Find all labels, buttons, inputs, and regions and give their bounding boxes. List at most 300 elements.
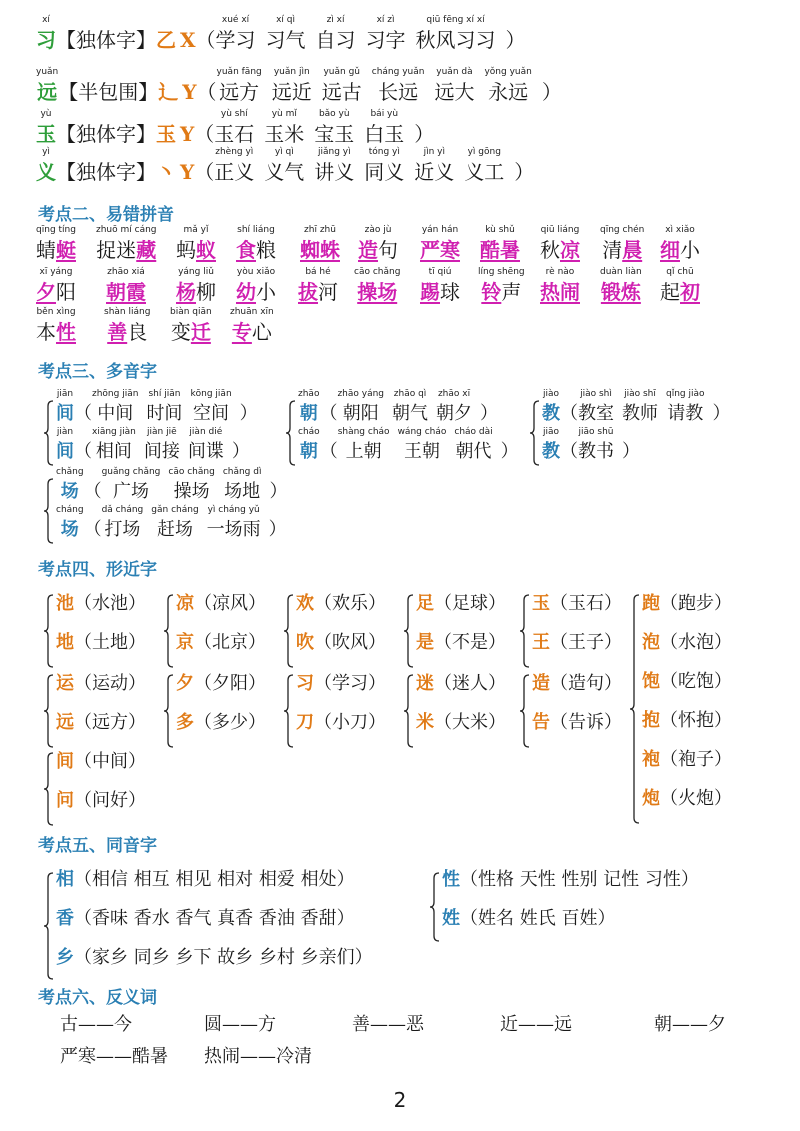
polyphone-line: [542, 390, 731, 426]
similar-char-word: （中间）: [74, 751, 146, 772]
similar-char-word: （足球）: [434, 593, 506, 614]
hanzi-text: 玉米: [264, 122, 305, 146]
pinyin-label: zhuān xīn: [230, 307, 274, 317]
antonym-pair: 近——远: [500, 1014, 572, 1035]
antonym-pair: 朝——夕: [654, 1014, 726, 1035]
pinyin-label: xí: [42, 15, 50, 25]
pinyin-label: cháng: [56, 505, 84, 515]
pinyin-word: [36, 226, 76, 262]
close-paren: ）: [480, 403, 499, 424]
char-part-b: 句: [378, 238, 398, 262]
pinyin-label: zhèng yì: [215, 147, 254, 157]
hanzi-text: 间: [56, 441, 74, 462]
similar-char: 多: [176, 712, 194, 733]
open-paren: （: [196, 80, 217, 104]
hanzi-text: 教师: [622, 403, 658, 424]
char-part-b: 声: [501, 280, 522, 304]
hanzi-text: 学习: [215, 28, 256, 52]
pinyin-label: shàn liáng: [104, 307, 151, 317]
structure-label-text: 【独体字】: [56, 28, 156, 52]
similar-char-line: [56, 631, 146, 655]
example-word: [314, 148, 354, 184]
hanzi-text: 朝气: [392, 403, 429, 424]
similar-char-line: [642, 631, 732, 655]
pinyin-label: tī qiú: [428, 267, 452, 277]
example-word: [436, 390, 472, 426]
char-part-a: 起: [660, 280, 680, 304]
close-paren: ）: [414, 122, 435, 146]
similar-char-word: （袍子）: [660, 749, 732, 770]
pinyin-word: [660, 268, 700, 304]
word-text: [236, 280, 276, 304]
bushou-letter-text: Y: [182, 80, 197, 104]
similar-char-line: [176, 631, 266, 655]
radical-text: 玉: [156, 122, 176, 146]
similar-char-word: （学习）: [314, 673, 386, 694]
similar-char-word: （水池）: [74, 593, 146, 614]
hanzi-text: 场地: [224, 481, 261, 502]
similar-char-line: [416, 592, 506, 616]
homophone-char: 乡: [56, 947, 74, 968]
example-word: [398, 428, 447, 464]
homophone-line: [442, 907, 615, 931]
pinyin-word: [104, 308, 150, 344]
similar-char-word: （多少）: [194, 712, 266, 733]
hanzi-text: 义气: [264, 160, 305, 184]
close-paren: ）: [268, 519, 287, 540]
hanzi-text: 远大: [434, 80, 475, 104]
pinyin-word: [478, 268, 525, 304]
hanzi-text: 间接: [143, 441, 180, 462]
brace-bracket: [404, 594, 414, 668]
hanzi-text: 玉: [36, 122, 56, 146]
pinyin-label: shí jiān: [148, 389, 181, 399]
homophone-line: [442, 868, 699, 892]
section6-heading: 考点六、反义词: [38, 988, 157, 1008]
pinyin-label: yì gōng: [467, 147, 501, 157]
pinyin-label: xì xiǎo: [665, 225, 695, 235]
pinyin-label: yì cháng yǔ: [207, 505, 260, 515]
similar-char-word: （小刀）: [314, 712, 386, 733]
open-paren: （: [83, 481, 102, 502]
similar-char: 跑: [642, 593, 660, 614]
word-text: [96, 238, 157, 262]
similar-char-word: （怀抱）: [660, 710, 732, 731]
pinyin-word: [540, 226, 580, 262]
antonym-pair: 圆——方: [204, 1014, 276, 1035]
char-part-a: 朝霞: [106, 280, 146, 304]
hanzi-text: 场: [60, 519, 79, 540]
example-word: [454, 428, 492, 464]
similar-char: 问: [56, 790, 74, 811]
hanzi-text: 间: [56, 403, 74, 424]
similar-char-line: [642, 709, 732, 733]
pinyin-word: [600, 226, 644, 262]
pinyin-label: duàn liàn: [600, 267, 642, 277]
similar-char: 凉: [176, 593, 194, 614]
brace-bracket: [520, 594, 530, 668]
pinyin-label: zhāo: [298, 389, 320, 399]
example-word: [622, 390, 658, 426]
radical: [156, 16, 176, 52]
pinyin-label: jiǎng yì: [317, 147, 351, 157]
homophone-words: （家乡 同乡 乡下 故乡 乡村 乡亲们）: [74, 947, 373, 968]
example-word: [434, 68, 474, 104]
brace-bracket: [286, 400, 296, 466]
pinyin-label: zì xí: [326, 15, 345, 25]
similar-char-line: [532, 672, 622, 696]
similar-char-line: [176, 672, 266, 696]
structure-label: [56, 16, 156, 52]
example-word: [146, 390, 182, 426]
antonym-pair: 严寒——酷暑: [60, 1046, 168, 1067]
char-part-b: 心: [251, 320, 272, 344]
word-text: [104, 320, 150, 344]
pinyin-label: rè nào: [545, 267, 575, 277]
pinyin-label: yì: [42, 147, 50, 157]
word-text: [660, 280, 700, 304]
pinyin-label: bái yù: [370, 109, 399, 119]
example-word: [578, 390, 614, 426]
pinyin-label: qīng tíng: [36, 225, 76, 235]
char-row: [36, 16, 526, 52]
hanzi-text: 远: [37, 80, 58, 104]
word-text: [480, 238, 520, 262]
similar-char: 足: [416, 593, 434, 614]
hanzi-text: 打场: [104, 519, 141, 540]
example-word: [188, 428, 224, 464]
pinyin-label: bá hé: [305, 267, 331, 277]
word-text: [478, 280, 525, 304]
char-part-b: 粮: [256, 238, 276, 262]
example-word: [214, 110, 254, 146]
hanzi-text: 正义: [214, 160, 255, 184]
example-word: [214, 148, 254, 184]
char-part-b: 阳: [56, 280, 76, 304]
hanzi-text: 中间: [97, 403, 134, 424]
bushou-letter: [180, 110, 194, 146]
char-part-a: 食: [236, 238, 256, 262]
char-part-a: 秋: [540, 238, 560, 262]
example-word: [484, 68, 531, 104]
pinyin-label: qǐng jiào: [666, 389, 705, 399]
homophone-words: （香味 香水 香气 真香 香油 香甜）: [74, 908, 355, 929]
char-part-b: 柳: [196, 280, 216, 304]
brace-bracket: [430, 872, 440, 942]
polyphone-char: [542, 428, 560, 464]
similar-char-line: [296, 631, 386, 655]
pinyin-label: kōng jiān: [190, 389, 232, 399]
char-part-a: 踢: [420, 280, 440, 304]
example-word: [168, 468, 214, 504]
close-paren: ）: [505, 28, 526, 52]
hanzi-text: 广场: [112, 481, 149, 502]
example-word: [102, 506, 144, 542]
brace-bracket: [44, 400, 54, 466]
main-char: [36, 68, 58, 104]
pinyin-label: cháo dài: [454, 427, 493, 437]
similar-char-word: （火炮）: [660, 788, 732, 809]
pinyin-label: yán hán: [421, 225, 459, 235]
similar-char: 夕: [176, 673, 194, 694]
pinyin-word: [96, 226, 157, 262]
hanzi-text: 相间: [95, 441, 132, 462]
similar-char-line: [642, 592, 732, 616]
char-part-b: 晨: [622, 238, 643, 262]
word-text: [176, 280, 216, 304]
pinyin-word: [354, 268, 400, 304]
section3-heading: 考点三、多音字: [38, 362, 157, 382]
polyphone-char: [56, 468, 84, 504]
pinyin-word: [36, 268, 76, 304]
similar-char-word: （北京）: [194, 632, 266, 653]
antonym-pair: 古——今: [60, 1014, 132, 1035]
char-part-a: 幼: [236, 280, 256, 304]
example-word: [92, 428, 136, 464]
pinyin-label: chǎng dì: [222, 467, 262, 477]
hanzi-text: 习气: [265, 28, 306, 52]
similar-char: 吹: [296, 632, 314, 653]
main-char: [36, 148, 56, 184]
pinyin-label: yáng liǔ: [178, 267, 214, 277]
hanzi-text: 朝: [299, 403, 318, 424]
word-text: [420, 280, 460, 304]
char-part-b: 良: [127, 320, 148, 344]
example-word: [102, 468, 161, 504]
pinyin-label: gǎn cháng: [151, 505, 199, 515]
hanzi-text: 教: [542, 441, 560, 462]
pinyin-label: yuǎn jìn: [273, 67, 310, 77]
similar-char-word: （不是）: [434, 632, 506, 653]
structure-label-text: 【独体字】: [56, 160, 156, 184]
hanzi-text: 朝阳: [342, 403, 379, 424]
pinyin-label: yuǎn dà: [436, 67, 473, 77]
open-paren: （: [319, 403, 338, 424]
polyphone-line: [298, 428, 519, 464]
similar-char: 泡: [642, 632, 660, 653]
similar-char-line: [296, 711, 386, 735]
pinyin-label: zhāo xiá: [107, 267, 145, 277]
pinyin-label: kù shǔ: [485, 225, 515, 235]
brace-bracket: [630, 594, 640, 824]
char-part-b: 球: [440, 280, 460, 304]
example-word: [366, 16, 406, 52]
pinyin-label: yù mǐ: [271, 109, 297, 119]
pinyin-label: cháng yuǎn: [371, 67, 425, 77]
similar-char-word: （吹风）: [314, 632, 386, 653]
hanzi-text: 时间: [146, 403, 183, 424]
example-word: [322, 68, 362, 104]
example-word: [266, 16, 306, 52]
polyphone-char: [56, 390, 74, 426]
pinyin-label: jiào shī: [624, 389, 656, 399]
brace-bracket: [404, 674, 414, 748]
word-text: [660, 238, 700, 262]
hanzi-text: 场: [60, 481, 79, 502]
homophone-line: [56, 907, 355, 931]
main-char: [36, 16, 56, 52]
pinyin-label: běn xìng: [36, 307, 76, 317]
example-word: [337, 390, 384, 426]
bushou-letter-text: Y: [180, 122, 195, 146]
pinyin-word: [170, 308, 212, 344]
pinyin-word: [358, 226, 398, 262]
similar-char: 王: [532, 632, 550, 653]
char-part-a: 细: [660, 238, 680, 262]
pinyin-word: [176, 226, 216, 262]
similar-char-line: [56, 750, 146, 774]
brace-bracket: [44, 674, 54, 748]
example-word: [92, 390, 138, 426]
hanzi-text: 请教: [667, 403, 704, 424]
pinyin-word: [480, 226, 520, 262]
word-text: [36, 280, 76, 304]
similar-char-line: [56, 711, 146, 735]
example-word: [264, 148, 304, 184]
char-part-a: 操场: [357, 280, 398, 304]
pinyin-label: cāo chǎng: [354, 267, 401, 277]
similar-char-line: [642, 670, 732, 694]
word-text: [420, 238, 460, 262]
pinyin-label: jiāo: [542, 427, 560, 437]
char-part-a: 善: [107, 320, 128, 344]
char-part-a: 热闹: [540, 280, 580, 304]
homophone-line: [56, 946, 373, 970]
similar-char-word: （凉风）: [194, 593, 266, 614]
hanzi-text: 朝: [299, 441, 318, 462]
polyphone-char: [298, 428, 320, 464]
char-row: [36, 68, 562, 104]
hanzi-text: 长远: [378, 80, 419, 104]
pinyin-word: [176, 268, 216, 304]
example-word: [338, 428, 390, 464]
similar-char-word: （吃饱）: [660, 671, 732, 692]
word-text: [106, 280, 146, 304]
example-word: [207, 506, 261, 542]
section2-heading: 考点二、易错拼音: [38, 205, 174, 225]
brace-bracket: [284, 674, 294, 748]
char-part-b: 小: [680, 238, 700, 262]
word-text: [600, 238, 644, 262]
homophone-line: [56, 868, 355, 892]
pinyin-word: [36, 308, 76, 344]
bushou-letter-text: Y: [180, 160, 195, 184]
pinyin-label: qīng chén: [600, 225, 645, 235]
pinyin-label: wáng cháo: [397, 427, 447, 437]
example-word: [414, 148, 454, 184]
pinyin-label: mǎ yǐ: [183, 225, 209, 235]
pinyin-label: zhāo qì: [393, 389, 427, 399]
char-part-a: 本: [36, 320, 56, 344]
pinyin-label: tóng yì: [368, 147, 400, 157]
hanzi-text: 朝夕: [436, 403, 473, 424]
hanzi-text: 间谍: [187, 441, 224, 462]
similar-char: 造: [532, 673, 550, 694]
similar-char-line: [296, 672, 386, 696]
homophone-words: （性格 天性 性别 记性 习性）: [460, 869, 699, 890]
pinyin-label: qiū fēng xí xí: [426, 15, 485, 25]
pinyin-label: jiàn: [56, 427, 74, 437]
char-part-b: 凉: [560, 238, 580, 262]
homophone-char: 姓: [442, 908, 460, 929]
pinyin-label: zhōng jiān: [92, 389, 139, 399]
similar-char-word: （土地）: [74, 632, 146, 653]
char-part-b: 蚁: [196, 238, 216, 262]
pinyin-label: jiàn dié: [189, 427, 223, 437]
hanzi-text: 王朝: [403, 441, 440, 462]
example-word: [392, 390, 428, 426]
open-paren: （: [560, 403, 578, 424]
similar-char-line: [416, 631, 506, 655]
pinyin-word: [420, 268, 460, 304]
similar-char-word: （夕阳）: [194, 673, 266, 694]
pinyin-label: xī yáng: [39, 267, 73, 277]
brace-bracket: [164, 674, 174, 748]
char-part-a: 锻炼: [600, 280, 641, 304]
word-text: [230, 320, 274, 344]
similar-char: 玉: [532, 593, 550, 614]
example-word: [272, 68, 312, 104]
hanzi-text: 远古: [321, 80, 362, 104]
example-word: [464, 148, 504, 184]
brace-bracket: [44, 478, 54, 544]
example-word: [666, 390, 705, 426]
similar-char-word: （运动）: [74, 673, 146, 694]
pinyin-label: yì qì: [274, 147, 294, 157]
similar-char-word: （王子）: [550, 632, 622, 653]
close-paren: ）: [514, 160, 535, 184]
similar-char-line: [642, 787, 732, 811]
bushou-letter: [182, 68, 196, 104]
polyphone-char: [56, 506, 84, 542]
hanzi-text: 义工: [464, 160, 505, 184]
open-paren: （: [194, 122, 215, 146]
char-part-b: 初: [680, 280, 700, 304]
structure-label: [56, 110, 156, 146]
hanzi-text: 操场: [173, 481, 210, 502]
hanzi-text: 习字: [365, 28, 406, 52]
open-paren: （: [319, 441, 338, 462]
polyphone-line: [298, 390, 498, 426]
structure-label-text: 【半包围】: [58, 80, 159, 104]
similar-char-line: [296, 592, 386, 616]
hanzi-text: 白玉: [364, 122, 405, 146]
similar-char-line: [532, 631, 622, 655]
pinyin-label: yù shí: [220, 109, 248, 119]
similar-char-line: [176, 711, 266, 735]
char-part-b: 河: [318, 280, 338, 304]
homophone-char: 香: [56, 908, 74, 929]
similar-char: 地: [56, 632, 74, 653]
char-part-b: 藏: [136, 238, 157, 262]
word-text: [354, 280, 400, 304]
close-paren: ）: [239, 403, 258, 424]
polyphone-line: [56, 428, 250, 464]
similar-char: 是: [416, 632, 434, 653]
similar-char-word: （大米）: [434, 712, 506, 733]
word-text: [236, 238, 276, 262]
close-paren: ）: [712, 403, 731, 424]
hanzi-text: 宝玉: [314, 122, 355, 146]
brace-bracket: [530, 400, 540, 466]
char-part-a: 清: [602, 238, 623, 262]
similar-char-word: （跑步）: [660, 593, 732, 614]
pinyin-label: qǐ chū: [666, 267, 694, 277]
example-word: [364, 148, 404, 184]
similar-char-line: [176, 592, 266, 616]
pinyin-label: qiū liáng: [540, 225, 580, 235]
pinyin-label: zhī zhū: [304, 225, 336, 235]
